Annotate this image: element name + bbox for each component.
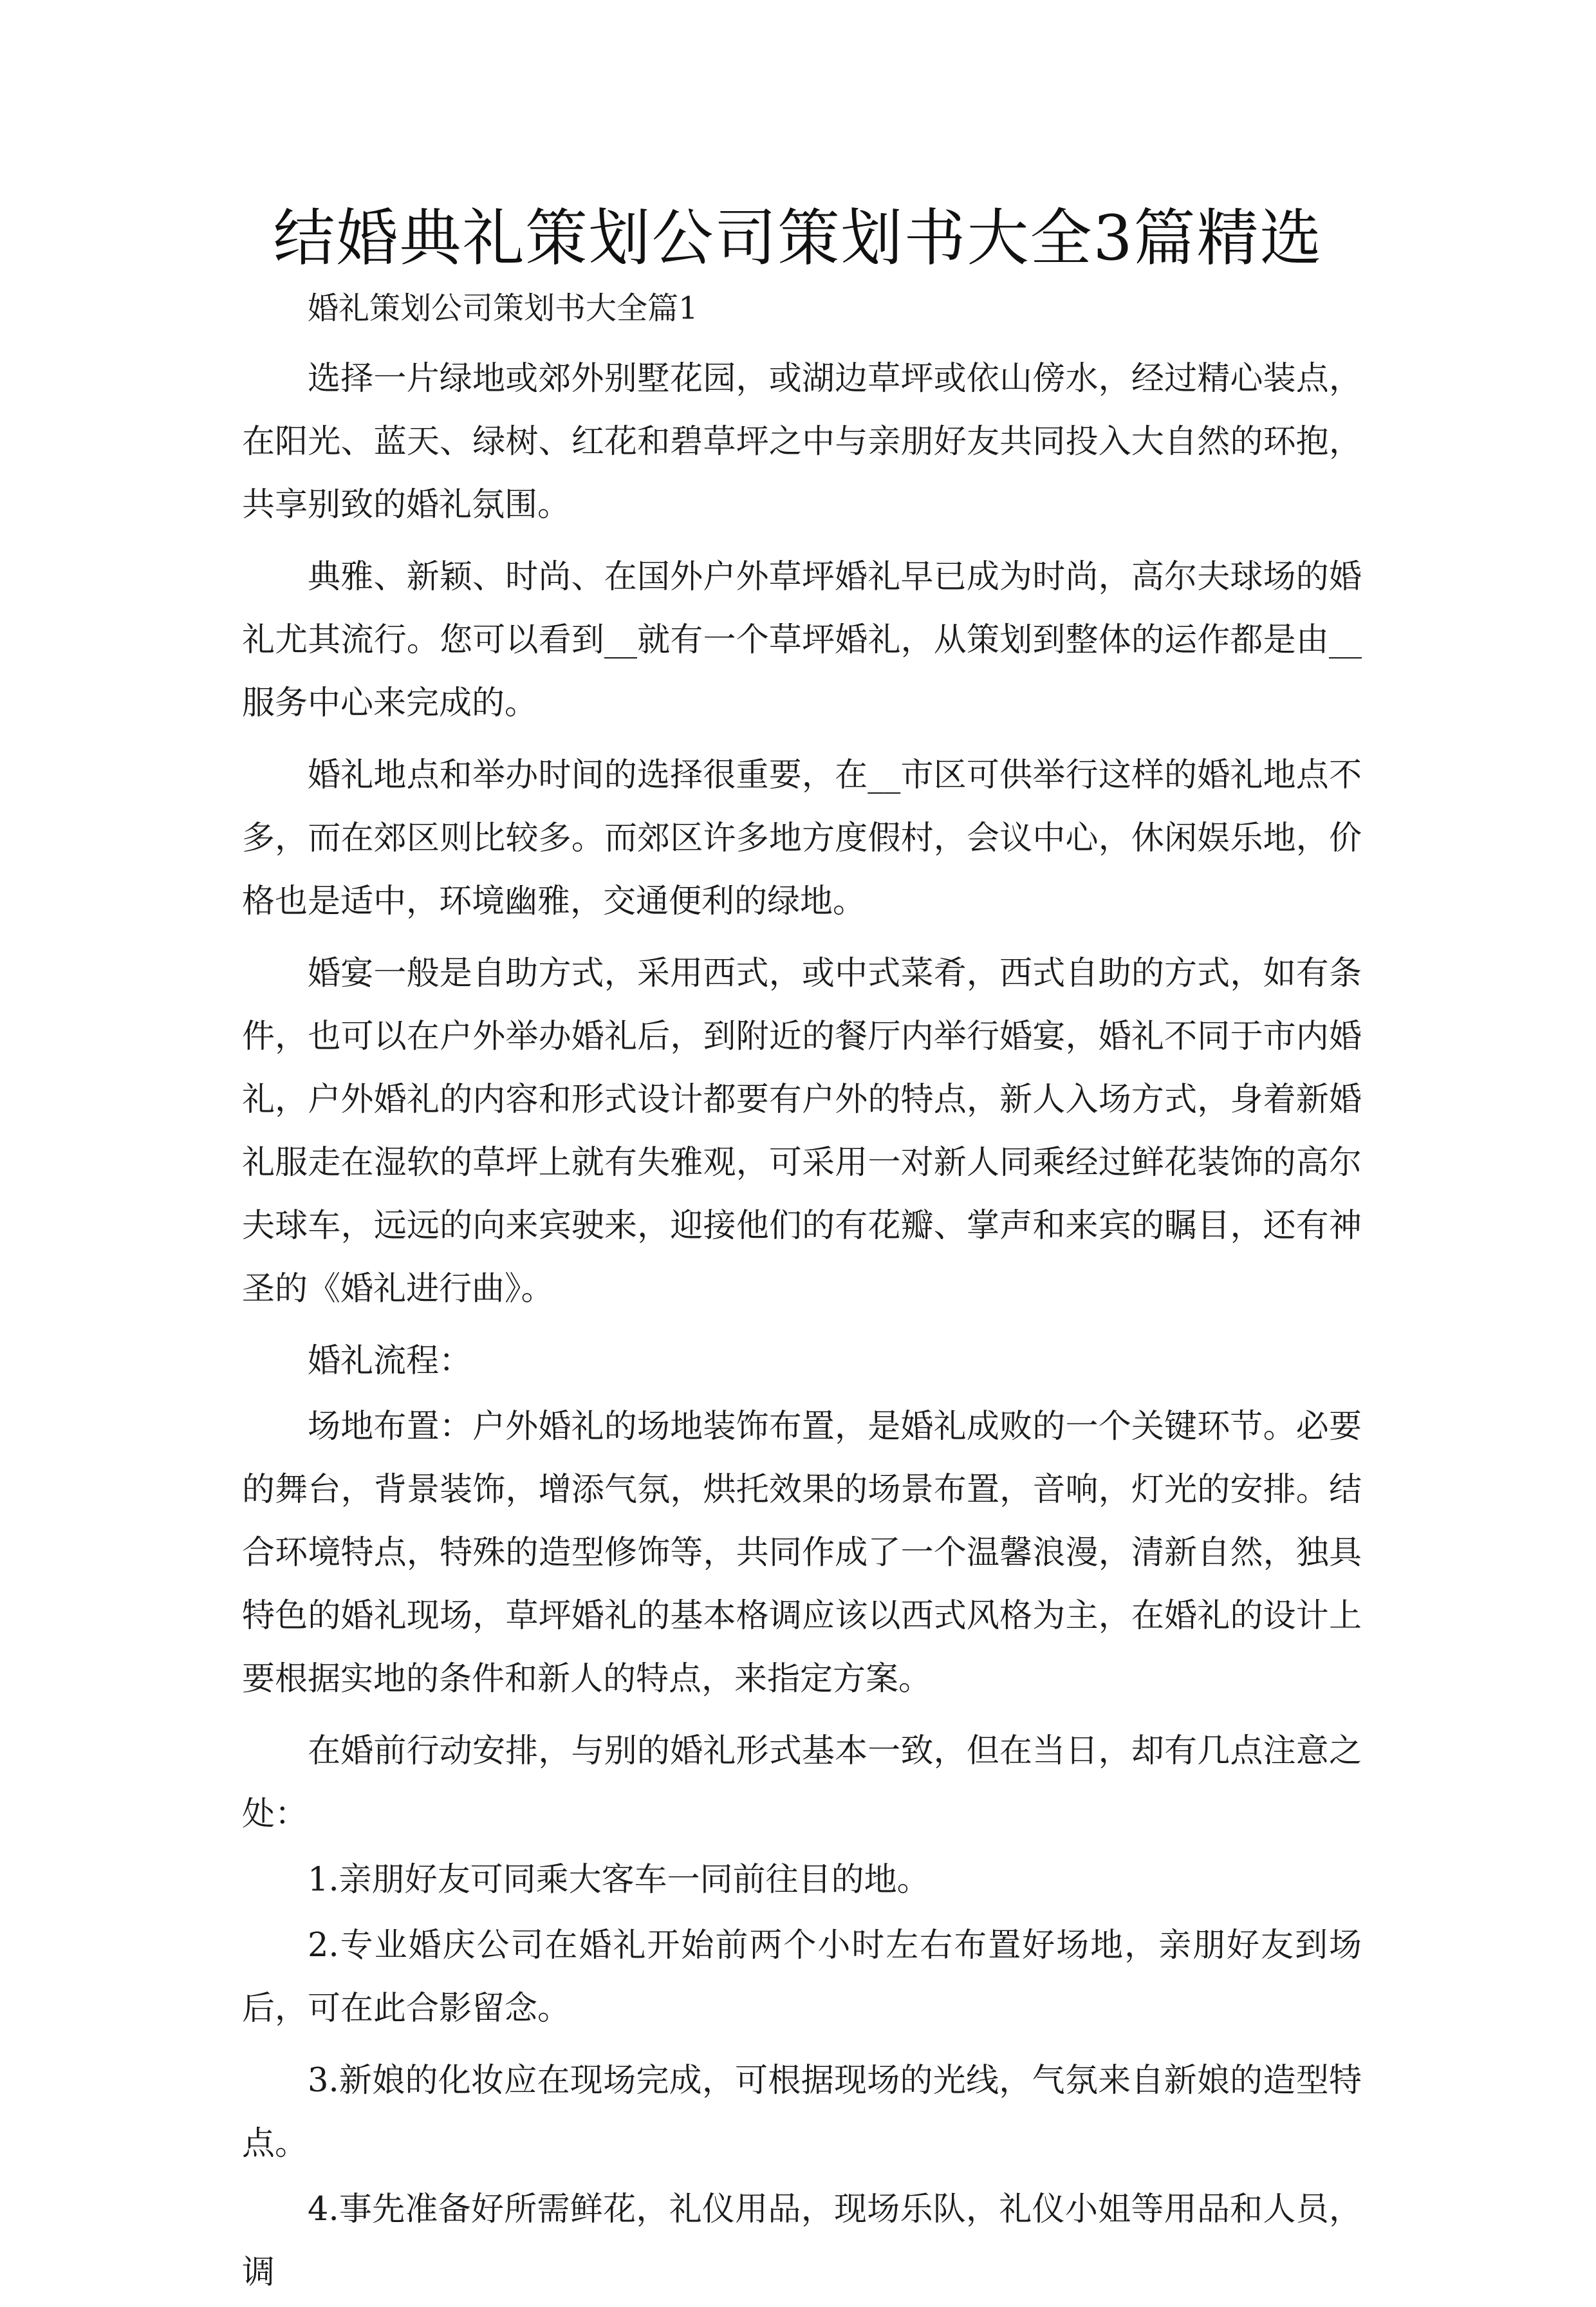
list-item-2: 2.专业婚庆公司在婚礼开始前两个小时左右布置好场地，亲朋好友到场后，可在此合影留念。 bbox=[242, 1927, 1362, 2028]
list-item-4: 4.事先准备好所需鲜花，礼仪用品，现场乐队，礼仪小姐等用品和人员，调 bbox=[242, 2190, 1362, 2292]
paragraph-location-timing: 婚礼地点和举办时间的选择很重要，在__市区可供举行这样的婚礼地点不多，而在郊区则比较多。而郊区许多地方度假村，会议中心，休闲娱乐地，价格也是适中，环境幽雅，交通便利的绿地。 bbox=[242, 756, 1362, 920]
paragraph-schedule-notes: 在婚前行动安排，与别的婚礼形式基本一致，但在当日，却有几点注意之处： bbox=[242, 1732, 1362, 1833]
paragraph-venue-choice: 选择一片绿地或郊外别墅花园，或湖边草坪或依山傍水，经过精心装点，在阳光、蓝天、绿树、红花和碧草坪之中与亲朋好友共同投入大自然的环抱，共享别致的婚礼氛围。 bbox=[242, 360, 1362, 524]
section-subtitle: 婚礼策划公司策划书大全篇1 bbox=[308, 290, 698, 326]
paragraph-process-heading: 婚礼流程： bbox=[308, 1342, 472, 1380]
paragraph-lawn-wedding-trend: 典雅、新颖、时尚、在国外户外草坪婚礼早已成为时尚，高尔夫球场的婚礼尤其流行。您可以看到__就有一个草坪婚礼，从策划到整体的运作都是由__服务中心来完成的。 bbox=[242, 558, 1362, 722]
paragraph-venue-decoration: 场地布置：户外婚礼的场地装饰布置，是婚礼成败的一个关键环节。必要的舞台，背景装饰，增添气氛，烘托效果的场景布置，音响，灯光的安排。结合环境特点，特殊的造型修饰等，共同作成了一个温馨浪漫，清新自然，独具特色的婚礼现场，草坪婚礼的基本格调应该以西式风格为主，在婚礼的设计上要根据实地的条件和新人的特点，来指定方案。 bbox=[242, 1408, 1362, 1698]
list-item-1: 1.亲朋好友可同乘大客车一同前往目的地。 bbox=[308, 1861, 930, 1899]
document-title: 结婚典礼策划公司策划书大全3篇精选 bbox=[273, 202, 1323, 274]
list-item-3: 3.新娘的化妆应在现场完成，可根据现场的光线，气氛来自新娘的造型特点。 bbox=[242, 2062, 1362, 2163]
document-body bbox=[242, 283, 1362, 2307]
paragraph-banquet: 婚宴一般是自助方式，采用西式，或中式菜肴，西式自助的方式，如有条件，也可以在户外举办婚礼后，到附近的餐厅内举行婚宴，婚礼不同于市内婚礼，户外婚礼的内容和形式设计都要有户外的特点，新人入场方式，身着新婚礼服走在湿软的草坪上就有失雅观，可采用一对新人同乘经过鲜花装饰的高尔夫球车，远远的向来宾驶来，迎接他们的有花瓣、掌声和来宾的瞩目，还有神圣的《婚礼进行曲》。 bbox=[242, 955, 1362, 1308]
